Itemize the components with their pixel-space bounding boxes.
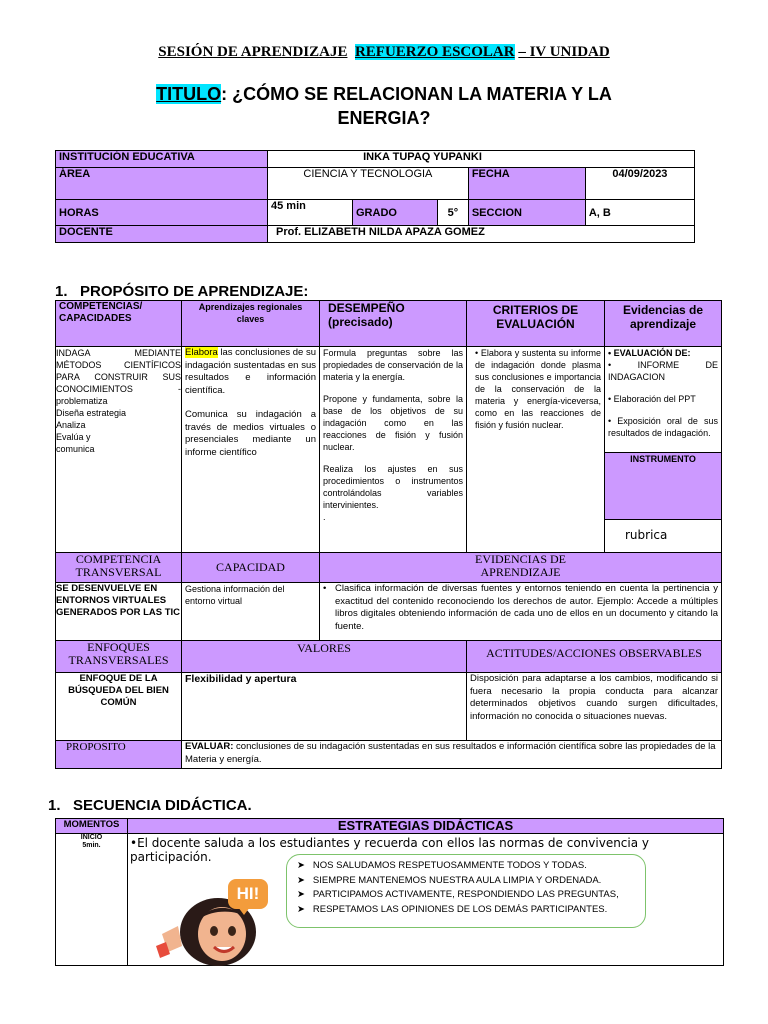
competencia-line [56, 371, 181, 383]
avatar-smile [214, 947, 234, 952]
instrumento-label: INSTRUMENTO [605, 452, 721, 519]
norm-item: ➤ PARTICIPAMOS ACTIVAMENTE, RESPONDIENDO LAS PREGUNTAS, [297, 889, 619, 900]
competencia-word: INDAGA [56, 348, 91, 358]
section-value: A, B [585, 200, 694, 226]
norms-box [286, 854, 646, 928]
proposito-label: PROPOSITO [56, 741, 182, 769]
competencia-word: MÉTODOS [56, 360, 102, 370]
th-competencia-transversal: COMPETENCIA TRANSVERSAL [56, 553, 182, 583]
hours-label: HORAS [56, 200, 268, 226]
section1-heading [55, 283, 308, 300]
section1-number: 1. [55, 283, 68, 300]
date-label: FECHA [468, 168, 585, 200]
th-evidencias-aprendizaje: EVIDENCIAS DE APRENDIZAJE [320, 553, 722, 583]
competencia-line: Diseña estrategia [56, 408, 127, 418]
hi-speech-bubble: HI! [228, 879, 268, 909]
aprendizaje-highlight: Elabora [185, 347, 218, 358]
info-table [55, 150, 695, 243]
th-evidencias: Evidencias de aprendizaje [605, 301, 722, 347]
section2-number: 1. [48, 797, 61, 814]
greeting-text-wrap: •El docente saluda a los estudiantes y recuerda con ellos las normas de convivencia y participación. [130, 836, 650, 864]
avatar-eye-left [210, 926, 218, 936]
teacher-avatar-illustration [148, 874, 298, 966]
desempeno-1: Formula preguntas sobre las propiedades de conservación de la materia y la energía. [323, 348, 463, 382]
competencia-line [56, 359, 181, 371]
norm-3: PARTICIPAMOS ACTIVAMENTE, RESPONDIENDO LAS PREGUNTAS, [312, 889, 619, 900]
th-criterios: CRITERIOS DE EVALUACIÓN [467, 301, 605, 347]
title-label: TITULO [156, 84, 222, 104]
section2-heading [48, 797, 252, 814]
competencia-word: CIENTÍFICOS [123, 360, 181, 370]
avatar-eye-right [228, 926, 236, 936]
inicio-time: 5min. [82, 842, 101, 849]
competencia-line: comunica [56, 444, 95, 454]
evidencia-bullet: • [323, 583, 327, 594]
competencia-transversal: SE DESENVUELVE EN ENTORNOS VIRTUALES GENERADOS POR LAS TIC [56, 583, 182, 641]
desempeno-3: Realiza los ajustes en sus procedimientos o instrumentos controlándolas variables intervinientes. [323, 464, 463, 510]
evidencia-transversal: Clasifica información de diversas fuentes y entornos teniendo en cuenta la pertinencia y exactitud del contenido reconociendo los derechos de autor. Ejemplo: Accede a múltiples libros digitales obteniendo información de cada uno de ellos en un documento y citando la fuente. [335, 583, 718, 632]
hi-bubble-tail [238, 907, 250, 915]
aprendizaje-text-1: las conclusiones de su indagación sustentadas en sus resultados e información científica. [185, 347, 316, 396]
evidencias-cell [605, 347, 722, 553]
hours-value: 45 min [268, 200, 353, 226]
competencia-word: CONOCIMIENTOS [56, 384, 133, 394]
teacher-label: DOCENTE [56, 226, 268, 243]
capacidad-value: Gestiona información del entorno virtual [182, 583, 320, 641]
norm-item: ➤ NOS SALUDAMOS RESPETUOSAMMENTE TODOS Y TODAS. [297, 860, 587, 871]
evidencia-item-3: Exposición oral de sus resultados de indagación. [608, 416, 718, 438]
proposito-text: conclusiones de su indagación sustentadas en sus resultados e información científica sobre las propiedades de la Materia y energía. [185, 741, 716, 765]
section-label: SECCION [468, 200, 585, 226]
session-header-suffix: – IV UNIDAD [518, 44, 610, 60]
title-line1: : ¿CÓMO SE RELACIONAN LA MATERIA Y LA [221, 84, 612, 104]
criterio-bullet: • [475, 348, 479, 358]
proposito-cell [182, 741, 722, 769]
competencia-line [56, 347, 181, 359]
competencia-word: PARA [56, 372, 80, 382]
th-aprendizajes: Aprendizajes regionales claves [182, 301, 320, 347]
evidencias-heading: EVALUACIÓN DE: [613, 348, 691, 358]
grade-value: 5° [438, 200, 469, 226]
aprendizaje-text-2: Comunica su indagación a través de medios virtuales o presenciales mediante un informe científico [185, 409, 316, 458]
competencia-line: Analiza [56, 420, 86, 430]
norm-4: RESPETAMOS LAS OPINIONES DE LOS DEMÁS PARTICIPANTES. [312, 903, 608, 915]
competencia-cell [56, 347, 182, 553]
inicio-strategies [128, 834, 724, 966]
th-enfoques: ENFOQUES TRANSVERSALES [56, 641, 182, 673]
evidencia-item-2: Elaboración del PPT [613, 394, 696, 404]
th-competencias: COMPETENCIAS/ CAPACIDADES [56, 301, 182, 347]
sequence-table [55, 818, 724, 966]
teacher-value: Prof. ELIZABETH NILDA APAZA GOMEZ [268, 226, 695, 243]
competencia-word: MEDIANTE [134, 348, 181, 358]
th-actitudes: ACTITUDES/ACCIONES OBSERVABLES [467, 641, 722, 673]
competencia-line: problematiza [56, 396, 108, 406]
proposito-bold: EVALUAR: [185, 741, 234, 752]
criterio-cell [467, 347, 605, 553]
th-capacidad: CAPACIDAD [182, 553, 320, 583]
competencia-word: - [178, 384, 181, 394]
evidencia-transversal-cell [320, 583, 722, 641]
th-valores: VALORES [182, 641, 467, 673]
purpose-table [55, 300, 722, 769]
session-header-highlight: REFUERZO ESCOLAR [354, 44, 515, 60]
valor-value: Flexibilidad y apertura [182, 673, 467, 741]
session-header-prefix: SESIÓN DE APRENDIZAJE [158, 44, 348, 60]
evidencia-item-1: INFORME DE INDAGACION [608, 360, 718, 382]
norm-item: ➤ RESPETAMOS LAS OPINIONES DE LOS DEMÁS PARTICIPANTES. [297, 903, 608, 915]
th-momentos: MOMENTOS [56, 819, 128, 834]
institution-value: INKA TUPAQ YUPANKI [268, 151, 695, 168]
date-value: 04/09/2023 [585, 168, 694, 200]
section1-title: PROPÓSITO DE APRENDIZAJE: [80, 283, 309, 300]
inicio-label: INICIO [80, 834, 103, 841]
norm-item: ➤ SIEMPRE MANTENEMOS NUESTRA AULA LIMPIA Y ORDENADA. [297, 874, 602, 886]
desempeno-4: . [323, 512, 326, 522]
competencia-word: SUS [162, 372, 181, 382]
momento-inicio [56, 834, 128, 966]
session-header [0, 44, 768, 61]
th-estrategias: ESTRATEGIAS DIDÁCTICAS [128, 819, 724, 834]
criterio-text: Elabora y sustenta su informe de indagación donde plasma sus conclusiones e importancia de la conservación de la materia y energía-viceversa, como en las reacciones de fisión y fusión nuclear. [475, 348, 601, 430]
competencia-word: CONSTRUIR [94, 372, 148, 382]
area-label: ÁREA [56, 168, 268, 200]
norm-2: SIEMPRE MANTENEMOS NUESTRA AULA LIMPIA Y ORDENADA. [312, 874, 602, 886]
norm-1: NOS SALUDAMOS RESPETUOSAMMENTE TODOS Y TODAS. [312, 860, 587, 871]
actitud-value: Disposición para adaptarse a los cambios, modificando si fuera necesario la propia conducta para alcanzar determinados objetivos cuando surgen dificultades, información no conocida o situaciones nuevas. [467, 673, 722, 741]
competencia-line [56, 383, 181, 395]
aprendizaje-cell [182, 347, 320, 553]
th-desempeno: DESEMPEÑO (precisado) [320, 301, 467, 347]
area-value: CIENCIA Y TECNOLOGIA [268, 168, 469, 200]
desempeno-cell [320, 347, 467, 553]
title-line2: ENERGIA? [337, 108, 431, 128]
section2-title: SECUENCIA DIDÁCTICA. [73, 797, 252, 814]
competencia-lines [56, 347, 181, 455]
evidencias-list: • EVALUACIÓN DE: • INFORME DE INDAGACION • Elaboración del PPT • Exposición oral de sus resultados de indagación. [608, 348, 718, 438]
grade-label: GRADO [353, 200, 438, 226]
enfoque-value: ENFOQUE DE LA BÚSQUEDA DEL BIEN COMÚN [56, 673, 182, 741]
greeting-text: El docente saluda a los estudiantes y recuerda con ellos las normas de convivencia y participación. [130, 836, 650, 864]
institution-label: INSTITUCIÓN EDUCATIVA [56, 151, 268, 168]
competencia-line: Evalúa y [56, 432, 91, 442]
page-title [0, 82, 768, 130]
desempeno-2: Propone y fundamenta, sobre la base de los objetivos de su indagación como en las reacciones de fisión y fusión nuclear. [323, 394, 463, 452]
instrumento-value: rubrica [605, 519, 721, 552]
